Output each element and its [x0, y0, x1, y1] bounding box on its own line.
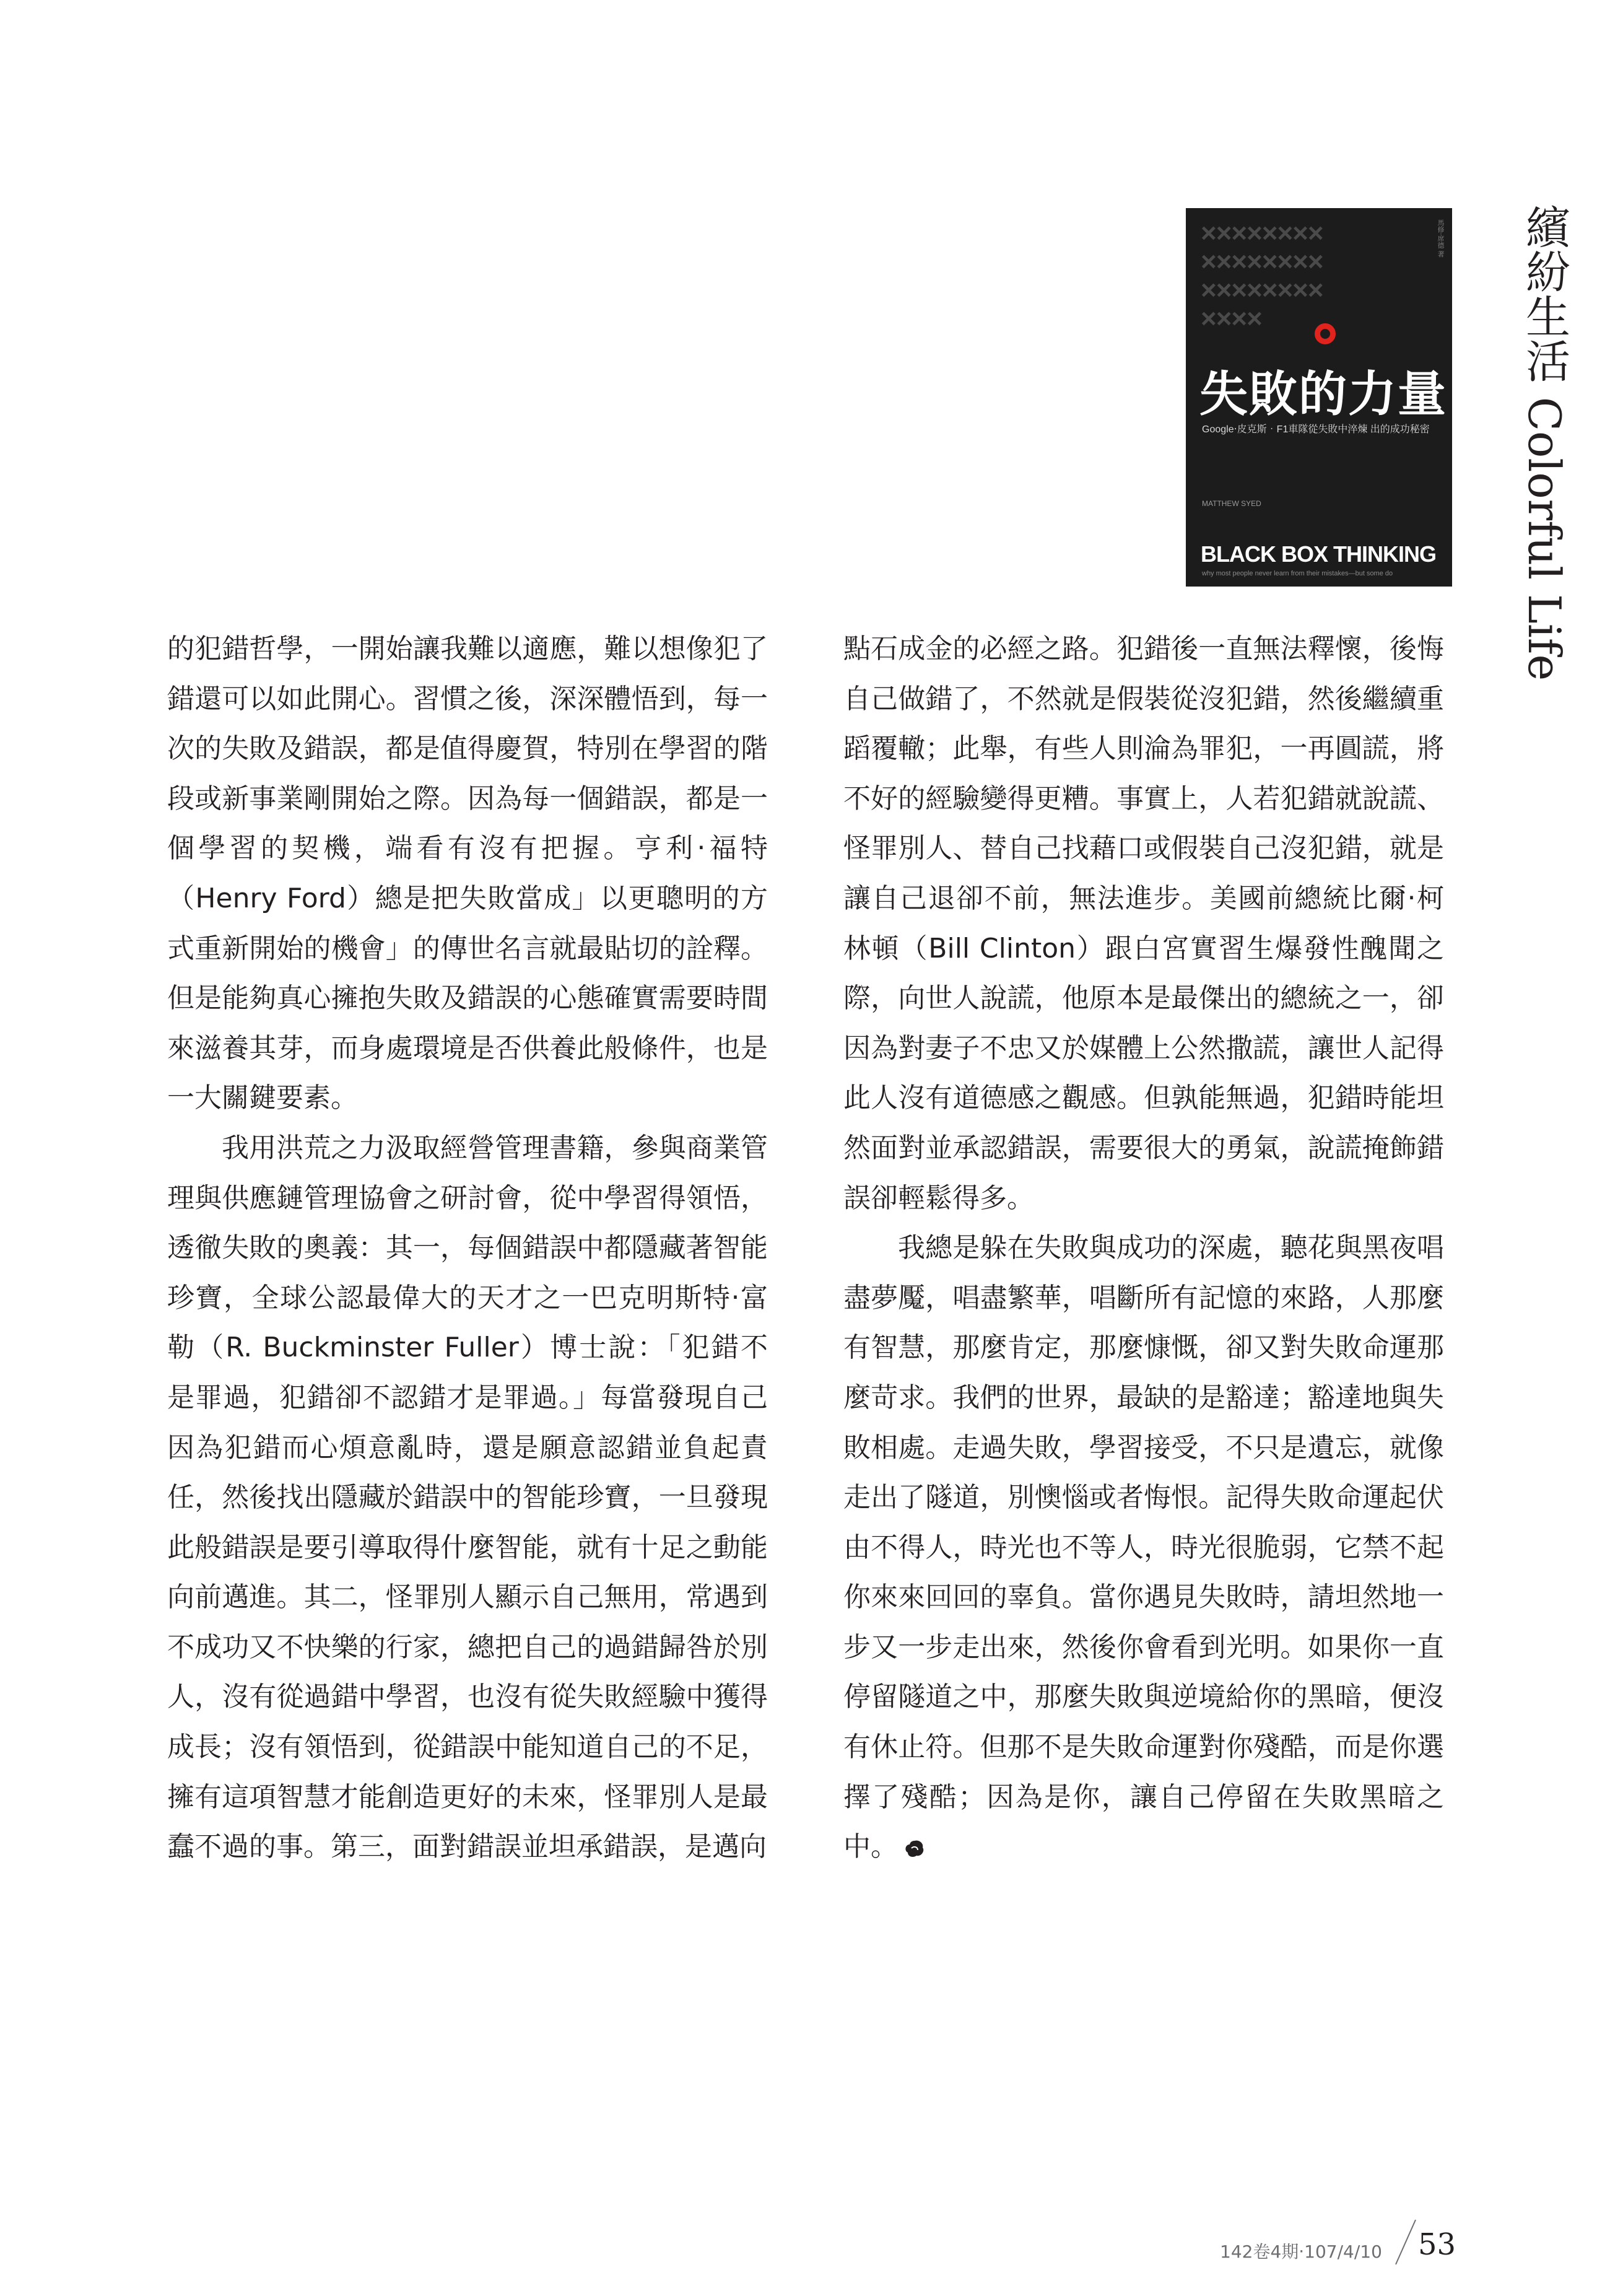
- right-column: [843, 624, 1444, 1872]
- paragraph: 我用洪荒之力汲取經營管理書籍，參與商業管理與供應鏈管理協會之研討會，從中學習得領悟，透徹失敗的奧義：其一，每個錯誤中都隱藏著智能珍寶，全球公認最偉大的天才之一巴克明斯特‧富勒（R. Buckminster Fuller）博士說：「犯錯不是罪過，犯錯卻不認錯才是罪過。」每當發現自己因為犯錯而心煩意亂時，還是願意認錯並負起責任，然後找出隱藏於錯誤中的智能珍寶，一旦發現此般錯誤是要引導取得什麼智能，就有十足之動能向前邁進。其二，怪罪別人顯示自己無用，常遇到不成功又不快樂的行家，總把自己的過錯歸咎於別人，沒有從過錯中學習，也沒有從失敗經驗中獲得成長；沒有領悟到，從錯誤中能知道自己的不足，擁有這項智慧才能創造更好的未來，怪罪別人是最蠢不過的事。第三，面對錯誤並坦承錯誤，是邁向: [167, 1132, 768, 1863]
- book-subtitle: Google‧皮克斯‧F1車隊從失敗中淬煉 出的成功秘密: [1202, 424, 1430, 435]
- page-number: 53: [1418, 2227, 1456, 2262]
- flower-end-mark-icon: [904, 1840, 925, 1858]
- left-column: [167, 624, 768, 1872]
- book-tagline: why most people never learn from their mistakes—but some do: [1202, 570, 1393, 577]
- section-title: 繽紛生活 Colorful Life: [1518, 204, 1570, 681]
- paragraph-text: 我總是躲在失敗與成功的深處，聽花與黑夜唱盡夢魘，唱盡繁華，唱斷所有記憶的來路，人那麼有智慧，那麼肯定，那麼慷慨，卻又對失敗命運那麼苛求。我們的世界，最缺的是豁達；豁達地與失敗相處。走過失敗，學習接受，不只是遺忘，就像走出了隧道，別懊惱或者悔恨。記得失敗命運起伏由不得人，時光也不等人，時光很脆弱，它禁不起你來來回回的辜負。當你遇見失敗時，請坦然地一步又一步走出來，然後你會看到光明。如果你一直停留隧道之中，那麼失敗與逆境給你的黑暗，便沒有休止符。但那不是失敗命運對你殘酷，而是你選擇了殘酷；因為是你，讓自己停留在失敗黑暗之中。: [843, 1232, 1444, 1863]
- red-circle-icon: [1315, 323, 1336, 344]
- paragraph: 的犯錯哲學，一開始讓我難以適應，難以想像犯了錯還可以如此開心。習慣之後，深深體悟到，每一次的失敗及錯誤，都是值得慶賀，特別在學習的階段或新事業剛開始之際。因為每一個錯誤，都是一個學習的契機，端看有沒有把握。亨利‧福特（Henry Ford）總是把失敗當成」以更聰明的方式重新開始的機會」的傳世名言就最貼切的詮釋。但是能夠真心擁抱失敗及錯誤的心態確實需要時間來滋養其芽，而身處環境是否供養此般條件，也是一大關鍵要素。: [167, 633, 768, 1114]
- book-author: MATTHEW SYED: [1202, 499, 1261, 508]
- x-row: ××××××××: [1201, 218, 1323, 248]
- book-cover-pattern: [1201, 219, 1424, 333]
- x-row: ××××××××: [1201, 247, 1323, 277]
- paragraph-last: [843, 1223, 1444, 1872]
- book-title: 失敗的力量: [1199, 367, 1448, 421]
- divider-slash: [1393, 2217, 1418, 2267]
- book-cover-blurb: 馬修‧席德 著: [1437, 219, 1444, 258]
- book-english-title: BLACK BOX THINKING: [1201, 541, 1436, 567]
- book-cover: [1186, 208, 1452, 587]
- x-row: ××××××××: [1201, 275, 1323, 305]
- issue-info: 142卷4期‧107/4/10: [1220, 2241, 1382, 2262]
- paragraph: 點石成金的必經之路。犯錯後一直無法釋懷，後悔自己做錯了，不然就是假裝從沒犯錯，然後繼續重蹈覆轍；此舉，有些人則淪為罪犯，一再圓謊，將不好的經驗變得更糟。事實上，人若犯錯就說謊、怪罪別人、替自己找藉口或假裝自己沒犯錯，就是讓自己退卻不前，無法進步。美國前總統比爾‧柯林頓（Bill Clinton）跟白宮實習生爆發性醜聞之際，向世人說謊，他原本是最傑出的總統之一，卻因為對妻子不忠又於媒體上公然撒謊，讓世人記得此人沒有道德感之觀感。但孰能無過，犯錯時能坦然面對並承認錯誤，需要很大的勇氣，說謊掩飾錯誤卻輕鬆得多。: [843, 633, 1444, 1214]
- x-row: ××××: [1201, 303, 1262, 334]
